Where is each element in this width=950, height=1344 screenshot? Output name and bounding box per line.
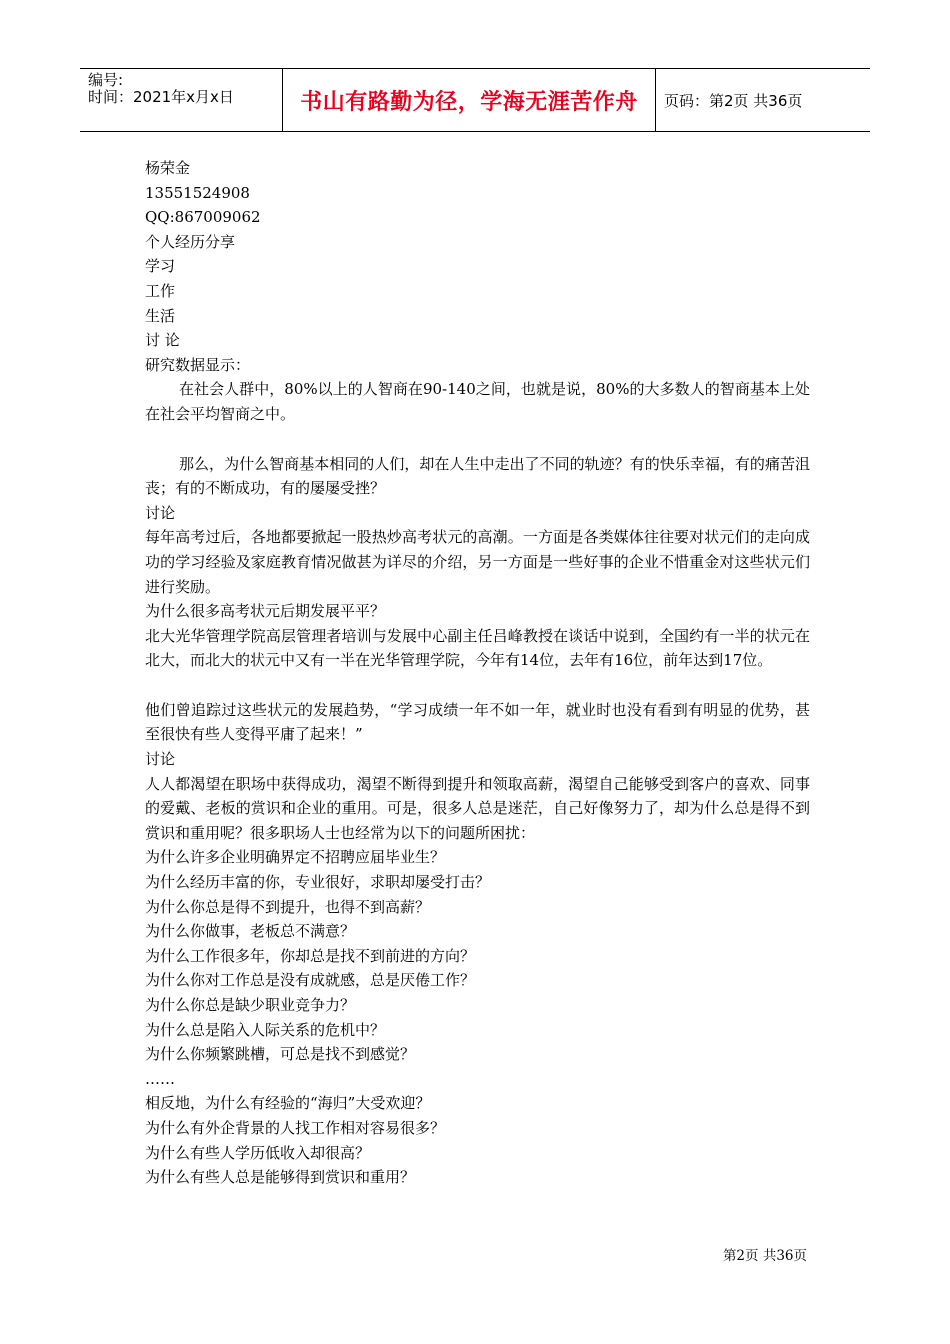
question-line: 为什么你总是缺少职业竞争力？: [145, 996, 356, 1014]
research-label: 研究数据显示：: [145, 355, 251, 374]
question-line: 为什么总是陷入人际关系的危机中？: [145, 1020, 386, 1039]
outline-item: 学习: [145, 257, 176, 276]
outline-item: 生活: [145, 306, 176, 325]
outline-title: 个人经历分享: [145, 232, 236, 251]
question-line: 为什么你做事，老板总不满意？: [145, 922, 356, 941]
header-page-number: 页码：第2页 共36页: [664, 91, 803, 110]
research-paragraph: 在社会人群中，80%以上的人智商在90-140之间，也就是说，80%的大多数人的智商基本上处在社会平均智商之中。: [145, 380, 810, 423]
question-line: 为什么你对工作总是没有成就感，总是厌倦工作？: [145, 971, 476, 990]
question-line: 相反地，为什么有经验的“海归”大受欢迎？: [145, 1094, 431, 1113]
outline-item: 讨 论: [145, 331, 180, 350]
question-line: 为什么你总是得不到提升，也得不到高薪？: [145, 897, 431, 916]
header-divider: [655, 69, 656, 131]
question-line: 为什么有外企背景的人找工作相对容易很多？: [145, 1118, 446, 1137]
spacer: [145, 427, 810, 452]
peking-paragraph: 北大光华管理学院高层管理者培训与发展中心副主任吕峰教授在谈话中说到，全国约有一半的状元在北大，而北大的状元中又有一半在光华管理学院，今年有14位，去年有16位，前年达到17位。: [145, 626, 810, 670]
header-motto: 书山有路勤为径，学海无涯苦作舟: [300, 89, 638, 115]
document-number-label: 编号:: [88, 71, 124, 89]
career-paragraph: 人人都渴望在职场中获得成功，渴望不断得到提升和领取高薪，渴望自己能够受到客户的喜欢、同事的爱戴、老板的赏识和企业的重用。可是，很多人总是迷茫，自己好像努力了，却为什么总是得不到赏识和重用呢？很多职场人士也经常为以下的问题所困扰：: [145, 774, 810, 842]
question-line: 为什么有些人总是能够得到赏识和重用？: [145, 1168, 416, 1187]
author-phone: 13551524908: [145, 183, 250, 202]
footer-page-number: 第2页 共36页: [722, 1248, 807, 1264]
spacer: [145, 673, 810, 698]
page-header: [80, 68, 870, 132]
question-line: 为什么许多企业明确界定不招聘应届毕业生？: [145, 848, 446, 867]
trend-paragraph: 他们曾追踪过这些状元的发展趋势，“学习成绩一年不如一年，就业时也没有看到有明显的优势，甚至很快有些人变得平庸了起来！”: [145, 700, 810, 744]
discussion-heading: 讨论: [145, 503, 176, 522]
discussion-heading: 讨论: [145, 750, 176, 769]
question-paragraph: 那么，为什么智商基本相同的人们，却在人生中走出了不同的轨迹？有的快乐幸福，有的痛苦沮丧；有的不断成功，有的屡屡受挫？: [145, 454, 810, 498]
outline-item: 工作: [145, 281, 176, 300]
question-line: 为什么经历丰富的你，专业很好，求职却屡受打击？: [145, 873, 491, 892]
zhuangyuan-question: 为什么很多高考状元后期发展平平？: [145, 602, 386, 621]
question-line: 为什么工作很多年，你却总是找不到前进的方向？: [145, 946, 476, 965]
gaokao-paragraph: 每年高考过后，各地都要掀起一股热炒高考状元的高潮。一方面是各类媒体往往要对状元们的走向成功的学习经验及家庭教育情况做甚为详尽的介绍，另一方面是一些好事的企业不惜重金对这些状元们进行奖励。: [145, 528, 810, 596]
author-name: 杨荣金: [145, 159, 191, 177]
question-line: 为什么有些人学历低收入却很高？: [145, 1143, 371, 1162]
document-time-label: 时间：2021年x月x日: [88, 88, 234, 106]
ellipsis: ……: [145, 1069, 175, 1088]
header-meta: [80, 69, 282, 131]
question-line: 为什么你频繁跳槽，可总是找不到感觉？: [145, 1045, 416, 1064]
document-body: [145, 156, 810, 1190]
author-qq: QQ:867009062: [145, 208, 261, 227]
